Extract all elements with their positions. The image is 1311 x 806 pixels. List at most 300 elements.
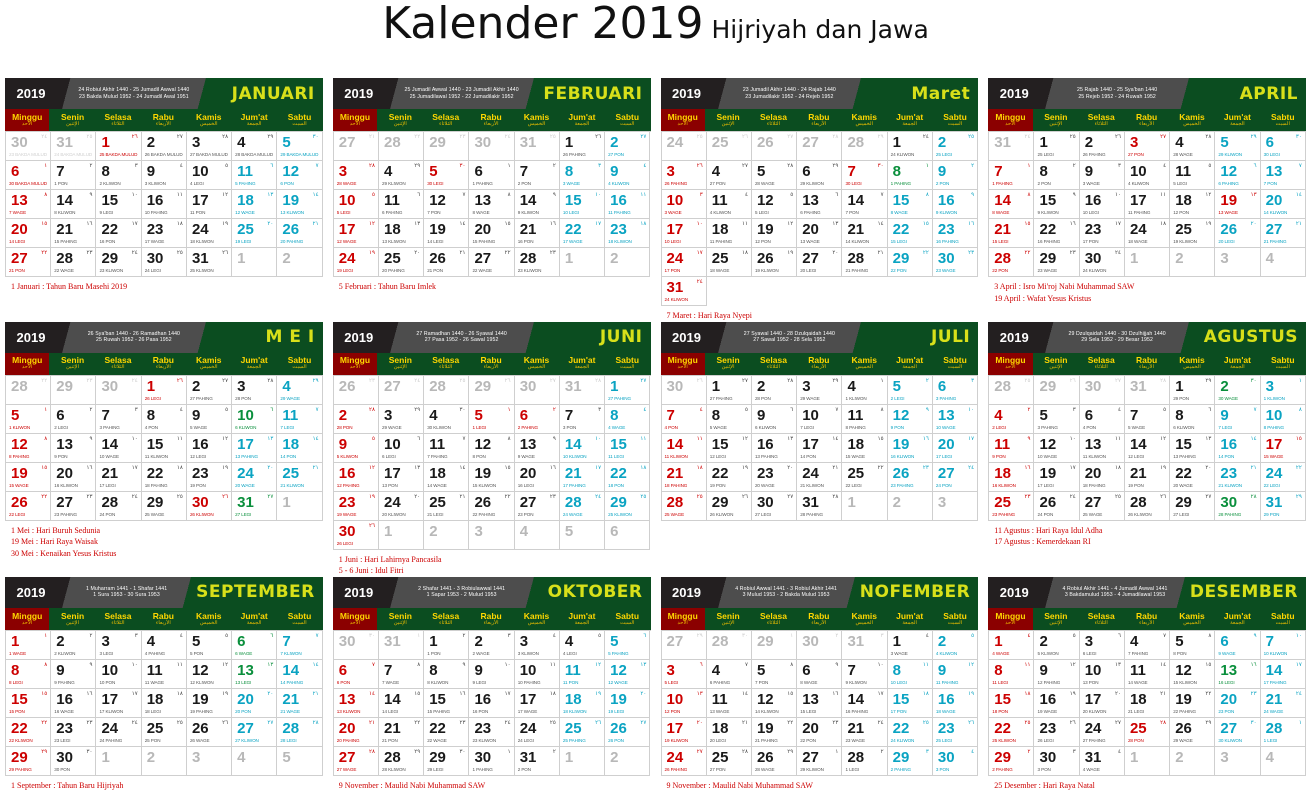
day-cell[interactable] xyxy=(379,521,424,550)
day-cell[interactable] xyxy=(605,190,650,219)
day-cell[interactable] xyxy=(1080,190,1125,219)
day-cell[interactable] xyxy=(1125,434,1170,463)
day-cell[interactable] xyxy=(1215,631,1260,660)
day-cell[interactable] xyxy=(933,161,978,190)
day-cell[interactable] xyxy=(752,219,797,248)
day-cell[interactable] xyxy=(96,660,141,689)
day-cell[interactable] xyxy=(187,132,232,161)
day-cell[interactable] xyxy=(797,747,842,776)
day-cell[interactable] xyxy=(277,492,322,521)
day-cell[interactable] xyxy=(842,631,887,660)
day-cell[interactable] xyxy=(1034,689,1079,718)
day-cell[interactable] xyxy=(51,405,96,434)
day-cell[interactable] xyxy=(277,248,322,277)
day-cell[interactable] xyxy=(6,631,51,660)
day-cell[interactable] xyxy=(469,219,514,248)
day-cell[interactable] xyxy=(232,161,277,190)
day-cell[interactable] xyxy=(424,434,469,463)
day-cell[interactable] xyxy=(379,434,424,463)
day-cell[interactable] xyxy=(515,376,560,405)
day-cell[interactable] xyxy=(232,405,277,434)
day-cell[interactable] xyxy=(933,492,978,521)
day-cell[interactable] xyxy=(933,219,978,248)
day-cell[interactable] xyxy=(1034,376,1079,405)
day-cell[interactable] xyxy=(605,521,650,550)
day-cell[interactable] xyxy=(842,248,887,277)
day-cell[interactable] xyxy=(989,132,1034,161)
day-cell[interactable] xyxy=(469,190,514,219)
day-cell[interactable] xyxy=(662,463,707,492)
day-cell[interactable] xyxy=(707,718,752,747)
day-cell[interactable] xyxy=(232,689,277,718)
day-cell[interactable] xyxy=(424,248,469,277)
day-cell[interactable] xyxy=(1080,405,1125,434)
day-cell[interactable] xyxy=(560,660,605,689)
day-cell[interactable] xyxy=(1215,718,1260,747)
day-cell[interactable] xyxy=(51,219,96,248)
day-cell[interactable] xyxy=(1034,747,1079,776)
day-cell[interactable] xyxy=(515,190,560,219)
day-cell[interactable] xyxy=(707,492,752,521)
day-cell[interactable] xyxy=(232,434,277,463)
day-cell[interactable] xyxy=(989,161,1034,190)
day-cell[interactable] xyxy=(1170,660,1215,689)
day-cell[interactable] xyxy=(142,689,187,718)
day-cell[interactable] xyxy=(334,376,379,405)
day-cell[interactable] xyxy=(842,718,887,747)
day-cell[interactable] xyxy=(662,434,707,463)
day-cell[interactable] xyxy=(1125,405,1170,434)
day-cell[interactable] xyxy=(842,463,887,492)
day-cell[interactable] xyxy=(1080,248,1125,277)
day-cell[interactable] xyxy=(797,660,842,689)
day-cell[interactable] xyxy=(6,689,51,718)
day-cell[interactable] xyxy=(888,747,933,776)
day-cell[interactable] xyxy=(469,405,514,434)
day-cell[interactable] xyxy=(560,689,605,718)
day-cell[interactable] xyxy=(1215,161,1260,190)
day-cell[interactable] xyxy=(707,631,752,660)
day-cell[interactable] xyxy=(51,660,96,689)
day-cell[interactable] xyxy=(752,434,797,463)
day-cell[interactable] xyxy=(1170,405,1215,434)
day-cell[interactable] xyxy=(379,248,424,277)
day-cell[interactable] xyxy=(142,660,187,689)
day-cell[interactable] xyxy=(933,689,978,718)
day-cell[interactable] xyxy=(142,631,187,660)
day-cell[interactable] xyxy=(752,463,797,492)
day-cell[interactable] xyxy=(232,660,277,689)
day-cell[interactable] xyxy=(888,219,933,248)
day-cell[interactable] xyxy=(989,376,1034,405)
day-cell[interactable] xyxy=(469,434,514,463)
day-cell[interactable] xyxy=(96,434,141,463)
day-cell[interactable] xyxy=(142,190,187,219)
day-cell[interactable] xyxy=(1261,718,1306,747)
day-cell[interactable] xyxy=(752,376,797,405)
day-cell[interactable] xyxy=(605,161,650,190)
day-cell[interactable] xyxy=(605,492,650,521)
day-cell[interactable] xyxy=(96,631,141,660)
day-cell[interactable] xyxy=(424,631,469,660)
day-cell[interactable] xyxy=(277,660,322,689)
day-cell[interactable] xyxy=(1215,660,1260,689)
day-cell[interactable] xyxy=(707,248,752,277)
day-cell[interactable] xyxy=(707,219,752,248)
day-cell[interactable] xyxy=(51,434,96,463)
day-cell[interactable] xyxy=(1125,660,1170,689)
day-cell[interactable] xyxy=(1261,747,1306,776)
day-cell[interactable] xyxy=(888,463,933,492)
day-cell[interactable] xyxy=(605,405,650,434)
day-cell[interactable] xyxy=(232,631,277,660)
day-cell[interactable] xyxy=(1261,161,1306,190)
day-cell[interactable] xyxy=(334,631,379,660)
day-cell[interactable] xyxy=(1080,631,1125,660)
day-cell[interactable] xyxy=(1125,463,1170,492)
day-cell[interactable] xyxy=(96,463,141,492)
day-cell[interactable] xyxy=(707,747,752,776)
day-cell[interactable] xyxy=(96,219,141,248)
day-cell[interactable] xyxy=(605,631,650,660)
day-cell[interactable] xyxy=(277,689,322,718)
day-cell[interactable] xyxy=(1170,718,1215,747)
day-cell[interactable] xyxy=(989,660,1034,689)
day-cell[interactable] xyxy=(1215,689,1260,718)
day-cell[interactable] xyxy=(96,376,141,405)
day-cell[interactable] xyxy=(515,248,560,277)
day-cell[interactable] xyxy=(1170,463,1215,492)
day-cell[interactable] xyxy=(707,660,752,689)
day-cell[interactable] xyxy=(51,248,96,277)
day-cell[interactable] xyxy=(605,219,650,248)
day-cell[interactable] xyxy=(888,492,933,521)
day-cell[interactable] xyxy=(515,631,560,660)
day-cell[interactable] xyxy=(797,405,842,434)
day-cell[interactable] xyxy=(1080,660,1125,689)
day-cell[interactable] xyxy=(1080,161,1125,190)
day-cell[interactable] xyxy=(424,747,469,776)
day-cell[interactable] xyxy=(1215,463,1260,492)
day-cell[interactable] xyxy=(560,463,605,492)
day-cell[interactable] xyxy=(334,161,379,190)
day-cell[interactable] xyxy=(797,434,842,463)
day-cell[interactable] xyxy=(989,248,1034,277)
day-cell[interactable] xyxy=(424,376,469,405)
day-cell[interactable] xyxy=(707,161,752,190)
day-cell[interactable] xyxy=(1261,248,1306,277)
day-cell[interactable] xyxy=(1261,463,1306,492)
day-cell[interactable] xyxy=(6,434,51,463)
day-cell[interactable] xyxy=(605,132,650,161)
day-cell[interactable] xyxy=(1215,132,1260,161)
day-cell[interactable] xyxy=(1125,219,1170,248)
day-cell[interactable] xyxy=(142,718,187,747)
day-cell[interactable] xyxy=(752,718,797,747)
day-cell[interactable] xyxy=(232,376,277,405)
day-cell[interactable] xyxy=(187,631,232,660)
day-cell[interactable] xyxy=(560,434,605,463)
day-cell[interactable] xyxy=(424,718,469,747)
day-cell[interactable] xyxy=(6,463,51,492)
day-cell[interactable] xyxy=(6,376,51,405)
day-cell[interactable] xyxy=(6,718,51,747)
day-cell[interactable] xyxy=(515,521,560,550)
day-cell[interactable] xyxy=(515,689,560,718)
day-cell[interactable] xyxy=(1125,747,1170,776)
day-cell[interactable] xyxy=(662,660,707,689)
day-cell[interactable] xyxy=(277,376,322,405)
day-cell[interactable] xyxy=(888,689,933,718)
day-cell[interactable] xyxy=(6,161,51,190)
day-cell[interactable] xyxy=(469,660,514,689)
day-cell[interactable] xyxy=(469,492,514,521)
day-cell[interactable] xyxy=(187,405,232,434)
day-cell[interactable] xyxy=(334,747,379,776)
day-cell[interactable] xyxy=(379,747,424,776)
day-cell[interactable] xyxy=(1080,132,1125,161)
day-cell[interactable] xyxy=(662,747,707,776)
day-cell[interactable] xyxy=(515,660,560,689)
day-cell[interactable] xyxy=(187,190,232,219)
day-cell[interactable] xyxy=(752,132,797,161)
day-cell[interactable] xyxy=(797,219,842,248)
day-cell[interactable] xyxy=(933,718,978,747)
day-cell[interactable] xyxy=(96,132,141,161)
day-cell[interactable] xyxy=(605,718,650,747)
day-cell[interactable] xyxy=(277,434,322,463)
day-cell[interactable] xyxy=(888,405,933,434)
day-cell[interactable] xyxy=(277,405,322,434)
day-cell[interactable] xyxy=(560,521,605,550)
day-cell[interactable] xyxy=(277,631,322,660)
day-cell[interactable] xyxy=(842,219,887,248)
day-cell[interactable] xyxy=(1125,492,1170,521)
day-cell[interactable] xyxy=(334,660,379,689)
day-cell[interactable] xyxy=(842,689,887,718)
day-cell[interactable] xyxy=(888,190,933,219)
day-cell[interactable] xyxy=(424,190,469,219)
day-cell[interactable] xyxy=(662,689,707,718)
day-cell[interactable] xyxy=(888,718,933,747)
day-cell[interactable] xyxy=(989,219,1034,248)
day-cell[interactable] xyxy=(605,463,650,492)
day-cell[interactable] xyxy=(51,631,96,660)
day-cell[interactable] xyxy=(560,405,605,434)
day-cell[interactable] xyxy=(842,434,887,463)
day-cell[interactable] xyxy=(515,463,560,492)
day-cell[interactable] xyxy=(334,405,379,434)
day-cell[interactable] xyxy=(888,434,933,463)
day-cell[interactable] xyxy=(1170,132,1215,161)
day-cell[interactable] xyxy=(469,718,514,747)
day-cell[interactable] xyxy=(1125,689,1170,718)
day-cell[interactable] xyxy=(1125,190,1170,219)
day-cell[interactable] xyxy=(51,689,96,718)
day-cell[interactable] xyxy=(232,747,277,776)
day-cell[interactable] xyxy=(232,190,277,219)
day-cell[interactable] xyxy=(1261,405,1306,434)
day-cell[interactable] xyxy=(797,190,842,219)
day-cell[interactable] xyxy=(469,376,514,405)
day-cell[interactable] xyxy=(1125,631,1170,660)
day-cell[interactable] xyxy=(933,631,978,660)
day-cell[interactable] xyxy=(707,132,752,161)
day-cell[interactable] xyxy=(662,219,707,248)
day-cell[interactable] xyxy=(842,747,887,776)
day-cell[interactable] xyxy=(515,405,560,434)
day-cell[interactable] xyxy=(1034,161,1079,190)
day-cell[interactable] xyxy=(187,219,232,248)
day-cell[interactable] xyxy=(1080,434,1125,463)
day-cell[interactable] xyxy=(334,718,379,747)
day-cell[interactable] xyxy=(1034,132,1079,161)
day-cell[interactable] xyxy=(1034,631,1079,660)
day-cell[interactable] xyxy=(933,660,978,689)
day-cell[interactable] xyxy=(662,492,707,521)
day-cell[interactable] xyxy=(989,631,1034,660)
day-cell[interactable] xyxy=(1170,434,1215,463)
day-cell[interactable] xyxy=(51,463,96,492)
day-cell[interactable] xyxy=(1170,689,1215,718)
day-cell[interactable] xyxy=(1125,132,1170,161)
day-cell[interactable] xyxy=(469,161,514,190)
day-cell[interactable] xyxy=(752,689,797,718)
day-cell[interactable] xyxy=(96,161,141,190)
day-cell[interactable] xyxy=(989,718,1034,747)
day-cell[interactable] xyxy=(334,190,379,219)
day-cell[interactable] xyxy=(187,492,232,521)
day-cell[interactable] xyxy=(752,161,797,190)
day-cell[interactable] xyxy=(662,631,707,660)
day-cell[interactable] xyxy=(379,405,424,434)
day-cell[interactable] xyxy=(605,747,650,776)
day-cell[interactable] xyxy=(842,492,887,521)
day-cell[interactable] xyxy=(707,434,752,463)
day-cell[interactable] xyxy=(560,718,605,747)
day-cell[interactable] xyxy=(424,492,469,521)
day-cell[interactable] xyxy=(515,747,560,776)
day-cell[interactable] xyxy=(797,161,842,190)
day-cell[interactable] xyxy=(1080,689,1125,718)
day-cell[interactable] xyxy=(560,376,605,405)
day-cell[interactable] xyxy=(51,718,96,747)
day-cell[interactable] xyxy=(1170,376,1215,405)
day-cell[interactable] xyxy=(1034,492,1079,521)
day-cell[interactable] xyxy=(424,405,469,434)
day-cell[interactable] xyxy=(424,521,469,550)
day-cell[interactable] xyxy=(379,718,424,747)
day-cell[interactable] xyxy=(1261,689,1306,718)
day-cell[interactable] xyxy=(96,405,141,434)
day-cell[interactable] xyxy=(379,660,424,689)
day-cell[interactable] xyxy=(797,689,842,718)
day-cell[interactable] xyxy=(334,248,379,277)
day-cell[interactable] xyxy=(888,161,933,190)
day-cell[interactable] xyxy=(142,376,187,405)
day-cell[interactable] xyxy=(6,747,51,776)
day-cell[interactable] xyxy=(605,689,650,718)
day-cell[interactable] xyxy=(605,376,650,405)
day-cell[interactable] xyxy=(842,190,887,219)
day-cell[interactable] xyxy=(469,747,514,776)
day-cell[interactable] xyxy=(6,248,51,277)
day-cell[interactable] xyxy=(424,219,469,248)
day-cell[interactable] xyxy=(752,747,797,776)
day-cell[interactable] xyxy=(379,492,424,521)
day-cell[interactable] xyxy=(469,521,514,550)
day-cell[interactable] xyxy=(933,747,978,776)
day-cell[interactable] xyxy=(605,434,650,463)
day-cell[interactable] xyxy=(1034,248,1079,277)
day-cell[interactable] xyxy=(933,190,978,219)
day-cell[interactable] xyxy=(96,718,141,747)
day-cell[interactable] xyxy=(142,161,187,190)
day-cell[interactable] xyxy=(334,492,379,521)
day-cell[interactable] xyxy=(1080,219,1125,248)
day-cell[interactable] xyxy=(277,161,322,190)
day-cell[interactable] xyxy=(232,132,277,161)
day-cell[interactable] xyxy=(933,405,978,434)
day-cell[interactable] xyxy=(142,248,187,277)
day-cell[interactable] xyxy=(707,190,752,219)
day-cell[interactable] xyxy=(51,376,96,405)
day-cell[interactable] xyxy=(6,190,51,219)
day-cell[interactable] xyxy=(424,660,469,689)
day-cell[interactable] xyxy=(142,492,187,521)
day-cell[interactable] xyxy=(277,219,322,248)
day-cell[interactable] xyxy=(605,248,650,277)
day-cell[interactable] xyxy=(232,463,277,492)
day-cell[interactable] xyxy=(1080,492,1125,521)
day-cell[interactable] xyxy=(379,463,424,492)
day-cell[interactable] xyxy=(933,434,978,463)
day-cell[interactable] xyxy=(379,689,424,718)
day-cell[interactable] xyxy=(334,434,379,463)
day-cell[interactable] xyxy=(379,132,424,161)
day-cell[interactable] xyxy=(1215,248,1260,277)
day-cell[interactable] xyxy=(1215,376,1260,405)
day-cell[interactable] xyxy=(707,405,752,434)
day-cell[interactable] xyxy=(1125,376,1170,405)
day-cell[interactable] xyxy=(797,631,842,660)
day-cell[interactable] xyxy=(6,492,51,521)
day-cell[interactable] xyxy=(1215,190,1260,219)
day-cell[interactable] xyxy=(1080,376,1125,405)
day-cell[interactable] xyxy=(277,132,322,161)
day-cell[interactable] xyxy=(1261,219,1306,248)
day-cell[interactable] xyxy=(334,463,379,492)
day-cell[interactable] xyxy=(1170,492,1215,521)
day-cell[interactable] xyxy=(277,463,322,492)
day-cell[interactable] xyxy=(797,718,842,747)
day-cell[interactable] xyxy=(933,463,978,492)
day-cell[interactable] xyxy=(379,161,424,190)
day-cell[interactable] xyxy=(1170,219,1215,248)
day-cell[interactable] xyxy=(1034,405,1079,434)
day-cell[interactable] xyxy=(662,248,707,277)
day-cell[interactable] xyxy=(662,161,707,190)
day-cell[interactable] xyxy=(842,132,887,161)
day-cell[interactable] xyxy=(277,747,322,776)
day-cell[interactable] xyxy=(96,689,141,718)
day-cell[interactable] xyxy=(515,161,560,190)
day-cell[interactable] xyxy=(1034,219,1079,248)
day-cell[interactable] xyxy=(51,747,96,776)
day-cell[interactable] xyxy=(1215,434,1260,463)
day-cell[interactable] xyxy=(1034,434,1079,463)
day-cell[interactable] xyxy=(1125,248,1170,277)
